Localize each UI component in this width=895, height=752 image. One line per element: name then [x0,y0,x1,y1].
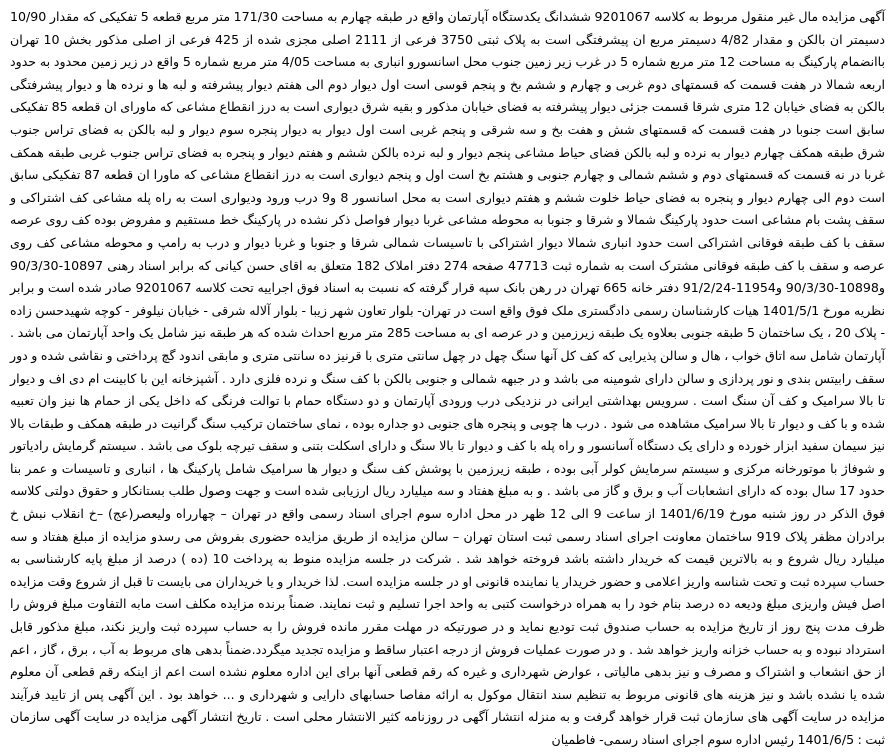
notice-body-text: آگهی مزایده مال غیر منقول مربوط به کلاسه 9201067 ششدانگ یکدستگاه آپارتمان واقع در طبقه چهارم به مساحت 171/30 متر مربع قطعه 5 تفکیکی که مقدار 10/90 دسیمتر ان بالکن و مقدار 4/82 دسیمتر مربع ان پیشرفتگی است به پلاک ثبتی 3750 فرعی از 2111 اصلی مجزی شده از 425 فرعی از اصلی مذکور بخش 10 تهران باانضمام پارکینگ به مساحت 12 متر مربع شماره 5 در غرب زیر زمین جنوب محل اسانسورو انباری به مساحت 4/05 متر مربع شماره 5 واقع در زیر زمین محدود به حدود اربعه شمالا در هفت قسمت که قسمتهای دوم غربی و چهارم و ششم بخ و پنجم قوسی است اول دیوار دوم الی هفتم دیوار پیشرفته و لبه ها و نرده ها و دیوار پیشرفتگی بالکن به فضای خیابان 12 متری شرقا قسمت جزئی دیوار پیشرفته به فضای خیابان مذکور و بقیه شرق دیواری است به درز انقطاع مشاعی که ماورای ان قطعه 85 تفکیکی سابق است جنوبا در هفت قسمت که قسمتهای شش و هفت بخ و سه شرقی و پنجم غربی است اول دیوار به دیوار پنجره سوم دیوار و لبه بالکن به فضای تراس جنوب شرق طبقه همکف چهارم دیوار به نرده و لبه بالکن فضای حیاط مشاعی پنجم دیوار و لبه نرده بالکن ششم و هفتم دیوار و پنجره به فضای تراس جنوب غربی طبقه همکف غربا در نه قسمت که قسمتهای دوم و ششم شمالی و چهارم جنوبی و هشتم بخ است اول و پنجم دیواری است به درز انقطاع مشاعی که ماورا ان قطعه 87 تفکیکی سابق است دوم الی چهارم دیوار و پنجره به فضای حیاط خلوت ششم و هفتم دیواری است به محل اسانسور 8 و9 درب ورود ودیواری است به راه پله مشاعی کف اشتراکی و سقف پشت بام مشاعی است حدود پارکینگ شمالا و شرقا و جنوبا به محوطه مشاعی غربا دیوار فواصل ذکر نشده در پارکینگ خط مستقیم و مفروض بوده کف روی عرصه سقف با کف طبقه فوقانی اشتراکی است حدود انباری شمالا دیوار اشتراکی با تاسیسات شمالی شرقا و جنوبا و غربا دیوار و درب به رامپ و محوطه مشاعی کف روی عرصه و سقف با کف طبقه فوقانی مشترک است به شماره ثبت 47713 صفحه 274 دفتر املاک 182 متعلق به اقای حسن کیانی که برابر اسناد رهنی 10897-90/3/30 و10898-90/3/30 و11954-91/2/24 دفتر خانه 665 تهران در رهن بانک سپه قرار گرفته که نسبت به اسناد فوق اجراییه تحت کلاسه 9201067 صادر شده است و برابر نظریه مورخ 1401/5/1 هیات کارشناسان رسمی دادگستری ملک فوق واقع است در تهران- بلوار تعاون شهر زیبا - بلوار آلاله شرقی - خیابان نیلوفر - کوچه شهیدحسن زاده - پلاک 20 ، یک ساختمان 5 طبقه جنوبی بعلاوه یک طبقه زیرزمین و در عرصه ای به مساحت 285 متر مربع احداث شده که هر طبقه نیز شامل یک واحد آپارتمان می باشد . آپارتمان شامل سه اتاق خواب ، هال و سالن پذیرایی که کف کل آنها سنگ چهل در چهل سانتی متری با قرنیز ده سانتی متری و مابقی اندود گچ پرداختی و نقاشی شده و دور سقف رابیتس بندی و نور پردازی و سالن دارای شومینه می باشد و در جبهه شمالی و جنوبی بالکن با کف سنگ و نرده فلزی دارد . آشپزخانه این با کابینت ام دی اف و دیوار تا بالا سرامیک و کف آن سنگ است . سرویس بهداشتی ایرانی در نزدیکی درب ورودی آپارتمان و دو دستگاه حمام با توالت فرنگی که داخل یکی از حمام ها نیز وان تعبیه شده و با کف و دیوار تا بالا سرامیک مشاهده می شود . درب ها چوبی و پنجره های جنوبی دو جداره بوده ، نمای ساختمان ترکیب سنگ گرانیت در طبقه همکف و طبقات بالا نیز سیمان سفید ابزار خورده و دارای یک دستگاه آسانسور و راه پله با کف و دیوار تا بالا سنگ و دارای اسکلت بتنی و سقف تیرچه بلوک می باشد . سیستم گرمایش رادیاتور و شوفاژ با موتورخانه مرکزی و سیستم سرمایش کولر آبی بوده ، طبقه زیرزمین با پوشش کف سنگ و دیوار ها سرامیک شامل پارکینگ ها ، انباری و تاسیسات و عمر بنا حدود 17 سال بوده که دارای انشعابات آب و برق و گاز می باشد . و به مبلغ هفتاد و سه میلیارد ریال ارزیابی شده است و جهت وصول طلب بستانکار و حقوق دولتی کلاسه فوق الذکر در روز شنبه مورخ 1401/6/19 از ساعت 9 الی 12 ظهر در محل اداره سوم اجرای اسناد رسمی واقع در تهران – چهارراه ولیعصر(عج) –خ انقلاب نبش خ برادران مظفر پلاک 919 ساختمان معاونت اجرای اسناد رسمی ثبت استان تهران – سالن مزایده از طریق مزایده حضوری بفروش می رسدو مزایده از مبلغ هفتاد و سه میلیارد ریال شروع و به بالاترین قیمت که خریدار داشته باشد فروخته خواهد شد . شرکت در جلسه مزایده منوط به پرداخت 10 (ده ) درصد از مبلغ پایه کارشناسی به حساب سپرده ثبت و تحت شناسه واریز اعلامی و حضور خریدار یا نماینده قانونی او در جلسه مزایده است. لذا خریدار و یا خریداران می بایست تا قبل از شروع وقت مزایده اصل فیش واریزی مبلغ ودیعه ده درصد بنام خود را به همراه درخواست کتبی به واحد اجرا تسلیم و ثبت نمایند. ضمناً برنده مزایده مکلف است مابه التفاوت مبلغ فروش را ظرف مدت پنج روز از تاریخ مزایده به حساب صندوق ثبت تودیع نماید و در صورتیکه در مهلت مقرر مانده فروش را به حساب سپرده ثبت واریز نکند، مبلغ مذکور قابل استرداد نبوده و به حساب خزانه واریز خواهد شد . و در صورت عملیات فروش از درجه اعتبار ساقط و مزایده تجدید میگردد.ضمناً بدهی های مربوط به آب ، برق ، گاز ، اعم از حق انشعاب و اشتراک و مصرف و نیز بدهی مالیاتی ، عوارض شهرداری و غیره که رقم قطعی آنها برای این اداره معلوم نشده است اعم از اینکه رقم قطعی آن معلوم شده یا نشده باشد و نیز هزینه های قانونی مربوط به تنظیم سند انتقال موکول به ارائه مفاصا حسابهای دارایی و شهرداری و ... خواهد بود . این آگهی پس از تایید فرآیند مزایده در سایت آگهی های سازمان ثبت قرار خواهد گرفت و به منزله انتشار آگهی در روزنامه کثیر الانتشار محلی است . تاریخ انتشار آگهی مزایده در سایت آگهی سازمان ثبت : 1401/6/5 رئیس اداره سوم اجرای اسناد رسمی- فاطمیان [10,9,886,747]
